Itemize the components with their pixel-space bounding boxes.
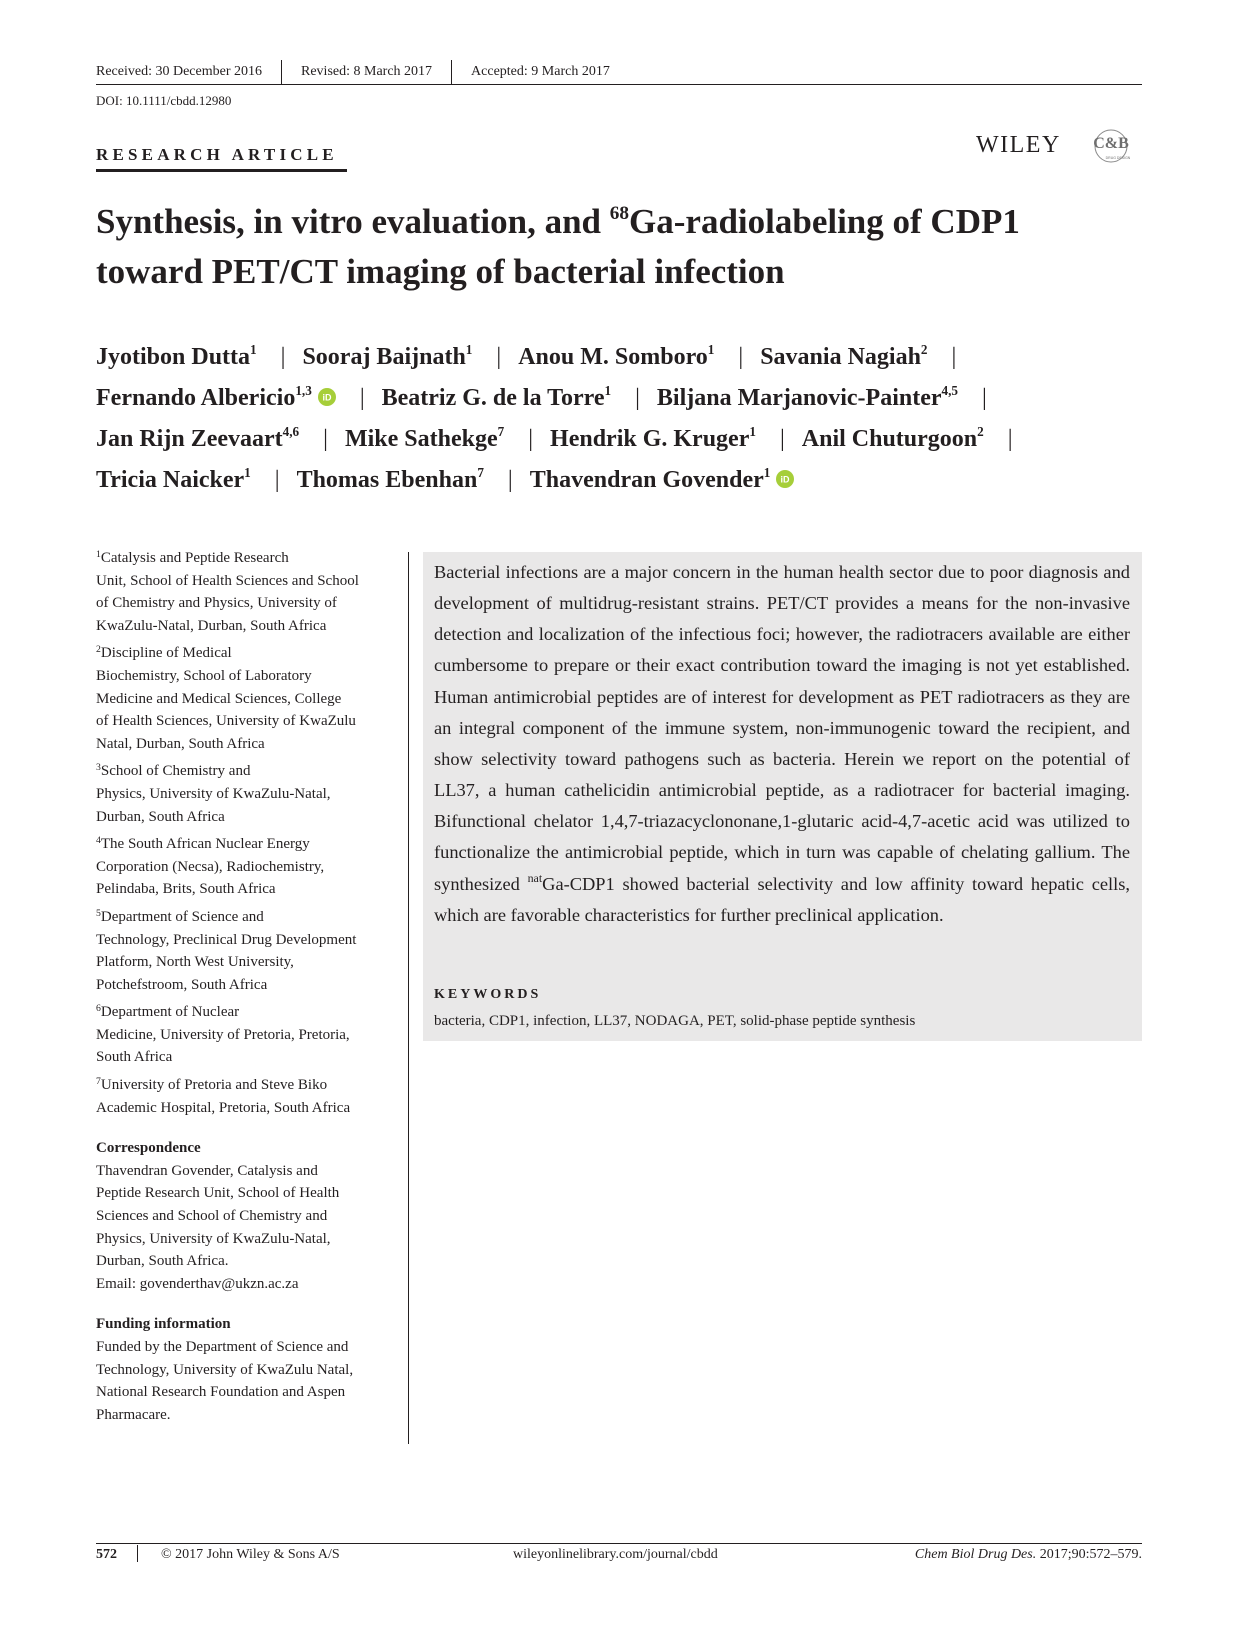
- correspondence-line: Durban, South Africa.: [96, 1253, 229, 1270]
- funding-line: Technology, University of KwaZulu Natal,: [96, 1361, 354, 1378]
- affiliation: [96, 642, 396, 755]
- affiliation-line: $^4$The South African Nuclear Energy: [96, 834, 310, 853]
- affiliation-line: Technology, Preclinical Drug Development: [96, 931, 357, 948]
- orcid-icon[interactable]: [318, 388, 336, 406]
- author-separator: |: [496, 344, 502, 370]
- affiliation-number: 1: [96, 548, 101, 560]
- author-affiliation-number: 1: [244, 465, 251, 481]
- author-separator: |: [738, 344, 744, 370]
- author-name: Beatriz G. de la Torre: [381, 385, 605, 411]
- divider: [281, 60, 282, 84]
- affiliation-line: $^2$Discipline of Medical: [96, 644, 232, 662]
- received-date: Received: 30 December 2016: [96, 64, 262, 79]
- affiliation: [96, 1001, 396, 1069]
- correspondence-heading: Correspondence: [96, 1140, 201, 1157]
- author-separator: |: [779, 426, 785, 452]
- author-affiliation-number: 1,3: [295, 383, 312, 399]
- affiliation: [96, 547, 396, 637]
- author-line: [96, 378, 1156, 419]
- divider: [451, 60, 452, 84]
- author-name: Hendrik G. Kruger: [550, 426, 750, 452]
- correspondence-line: Peptide Research Unit, School of Health: [96, 1185, 340, 1202]
- affiliation-number: 2: [96, 644, 101, 656]
- footer-divider: [137, 1545, 138, 1562]
- left-column: [96, 547, 396, 1426]
- affiliation-line: of Chemistry and Physics, University of: [96, 595, 337, 612]
- author-separator: |: [982, 385, 987, 411]
- author-list: [96, 337, 1156, 501]
- funding-heading: Funding information: [96, 1316, 231, 1333]
- affiliation-number: 7: [96, 1075, 101, 1087]
- author-affiliation-number: 7: [497, 424, 505, 440]
- author-name: Thomas Ebenhan: [296, 467, 478, 493]
- author-separator: |: [323, 426, 328, 452]
- author-separator: |: [951, 344, 957, 370]
- affiliations: [96, 547, 396, 1119]
- isotope-superscript: 68: [609, 202, 630, 224]
- affiliation-line: $^7$University of Pretoria and Steve Biko: [96, 1075, 328, 1094]
- affiliation-number: 5: [96, 907, 101, 919]
- nat-superscript: nat: [527, 871, 543, 886]
- author-name: Thavendran Govender: [529, 467, 764, 493]
- funding-line: National Research Foundation and Aspen: [96, 1384, 346, 1401]
- affiliation-line: Natal, Durban, South Africa: [96, 735, 265, 752]
- affiliation: [96, 906, 396, 996]
- affiliation-line: of Health Sciences, University of KwaZulu: [96, 713, 356, 730]
- author-separator: |: [1007, 426, 1013, 452]
- author-affiliation-number: 1: [707, 342, 715, 358]
- affiliation-line: $^5$Department of Science and: [96, 907, 264, 925]
- affiliation-line: Corporation (Necsa), Radiochemistry,: [96, 858, 325, 875]
- correspondence-line: Sciences and School of Chemistry and: [96, 1208, 328, 1225]
- author-affiliation-number: 1: [465, 342, 473, 358]
- author-line: [96, 419, 1156, 460]
- affiliation-line: Platform, North West University,: [96, 954, 294, 971]
- affiliation: [96, 760, 396, 828]
- author-name: Biljana Marjanovic-Painter: [656, 385, 942, 411]
- author-name: Jan Rijn Zeevaart: [96, 426, 283, 452]
- affiliation-line: Medicine and Medical Sciences, College: [96, 690, 342, 707]
- author-affiliation-number: 4,6: [282, 424, 300, 440]
- header-rule: [96, 84, 1142, 85]
- author-separator: |: [635, 385, 640, 411]
- affiliation: [96, 833, 396, 901]
- author-affiliation-number: 4,5: [941, 383, 958, 399]
- keywords: bacteria, CDP1, infection, LL37, NODAGA, PET, solid-phase peptide synthesis: [434, 1013, 916, 1029]
- journal-logo-text: C&B: [1093, 135, 1129, 152]
- funding-line: Funded by the Department of Science and: [96, 1339, 349, 1355]
- doi[interactable]: DOI: 10.1111/cbdd.12980: [96, 93, 232, 108]
- author-name: Anou M. Somboro: [518, 344, 708, 370]
- affiliation-line: $^6$Department of Nuclear: [96, 1002, 240, 1021]
- revised-date: Revised: 8 March 2017: [301, 64, 433, 79]
- svg-text:iD: iD: [322, 392, 332, 403]
- affiliation-number: 4: [96, 834, 101, 846]
- author-separator: |: [507, 467, 513, 493]
- affiliation-line: Potchefstroom, South Africa: [96, 976, 268, 993]
- affiliation-line: Pelindaba, Brits, South Africa: [96, 881, 276, 898]
- affiliation-line: Biochemistry, School of Laboratory: [96, 667, 312, 684]
- author-name: Anil Chuturgoon: [801, 426, 978, 452]
- author-affiliation-number: 1: [763, 465, 771, 481]
- author-name: Mike Sathekge: [344, 426, 498, 452]
- author-separator: |: [528, 426, 534, 452]
- page-number: 572: [96, 1547, 117, 1562]
- affiliation-line: $^1$Catalysis and Peptide Research: [96, 548, 289, 566]
- author-separator: |: [274, 467, 280, 493]
- funding-text: [96, 1336, 396, 1426]
- correspondence-text: [96, 1160, 396, 1296]
- svg-text:iD: iD: [780, 474, 790, 485]
- author-affiliation-number: 2: [977, 424, 984, 440]
- funding-line: Pharmacare.: [96, 1406, 171, 1423]
- correspondence-line: Thavendran Govender, Catalysis and: [96, 1162, 318, 1179]
- abstract-text: Bacterial infections are a major concern in the human health sector due to poor diagnosis and development of multidrug-resistant strains. PET/CT provides a means for the non-invasive detection and localization of the infectious foci; however, the radiotracers available are either cumbersome to prepare or their exact contribution toward the imaging is not yet established. Human antimicrobial peptides are of interest for development as PET radiotracers as they are an integral component of the immune system, non-immunogenic toward the recipient, and show selectivity toward pathogens such as bacteria. Herein we report on the potential of LL37, a human cathelicidin antimicrobial peptide, as a radiotracer for bacterial imaging. Bifunctional chelator 1,4,7-triazacyclononane,1-glutaric acid-4,7-acetic acid was utilized to functionalize the antimicrobial peptide, which in turn was capable of chelating gallium. The synthesized $^{nat}$Ga-CDP1 showed bacterial selectivity and low affinity toward hepatic cells, which are favorable characteristics for further preclinical application.: [434, 562, 1130, 925]
- copyright: © 2017 John Wiley & Sons A/S: [161, 1547, 340, 1562]
- author-affiliation-number: 1: [250, 342, 257, 358]
- author-separator: |: [359, 385, 365, 411]
- affiliation-line: $^3$School of Chemistry and: [96, 761, 251, 780]
- article-type-underline: [96, 169, 347, 172]
- affiliation: [96, 1074, 396, 1119]
- journal-logo-subtext: DRUG DESIGN: [1105, 156, 1131, 160]
- author-affiliation-number: 1: [604, 383, 612, 399]
- dates-row: [96, 60, 610, 84]
- journal-logo-icon: [1088, 128, 1134, 164]
- affiliation-number: 3: [96, 761, 101, 773]
- affiliation-line: Unit, School of Health Sciences and School: [96, 572, 359, 589]
- affiliation-line: South Africa: [96, 1049, 173, 1066]
- affiliation-number: 6: [96, 1002, 101, 1014]
- journal-url[interactable]: wileyonlinelibrary.com/journal/cbdd: [513, 1547, 718, 1562]
- author-name: Fernando Albericio: [96, 385, 296, 411]
- affiliation-line: Physics, University of KwaZulu-Natal,: [96, 785, 331, 802]
- affiliation-line: Medicine, University of Pretoria, Pretoria,: [96, 1026, 350, 1043]
- footer-rule: [96, 1543, 1142, 1544]
- author-affiliation-number: 7: [477, 465, 484, 481]
- affiliation-line: Academic Hospital, Pretoria, South Africa: [96, 1099, 351, 1116]
- article-title: Synthesis, in vitro evaluation, and $^{68}$Ga-radiolabeling of CDP1 toward PET/CT imaging of bacterial infection: [96, 202, 1020, 291]
- article-type: RESEARCH ARTICLE: [96, 145, 338, 164]
- affiliation-line: Durban, South Africa: [96, 808, 225, 825]
- author-line: [96, 337, 1156, 378]
- author-separator: |: [280, 344, 286, 370]
- correspondence-line: Physics, University of KwaZulu-Natal,: [96, 1230, 331, 1247]
- author-name: Savania Nagiah: [760, 344, 921, 370]
- author-affiliation-number: 2: [920, 342, 928, 358]
- citation: Chem Biol Drug Des. 2017;90:572–579.: [914, 1547, 1142, 1562]
- orcid-icon[interactable]: [776, 470, 794, 488]
- affiliation-line: KwaZulu-Natal, Durban, South Africa: [96, 617, 327, 634]
- author-name: Sooraj Baijnath: [302, 344, 466, 370]
- keywords-heading: KEYWORDS: [434, 987, 542, 1002]
- author-line: [96, 460, 1156, 501]
- correspondence-line[interactable]: Email: govenderthav@ukzn.ac.za: [96, 1275, 299, 1292]
- author-name: Tricia Naicker: [96, 467, 245, 493]
- column-divider: [408, 552, 409, 1444]
- author-name: Jyotibon Dutta: [96, 344, 251, 370]
- author-affiliation-number: 1: [749, 424, 756, 440]
- publisher-logo: WILEY: [976, 132, 1061, 158]
- accepted-date: Accepted: 9 March 2017: [471, 64, 610, 79]
